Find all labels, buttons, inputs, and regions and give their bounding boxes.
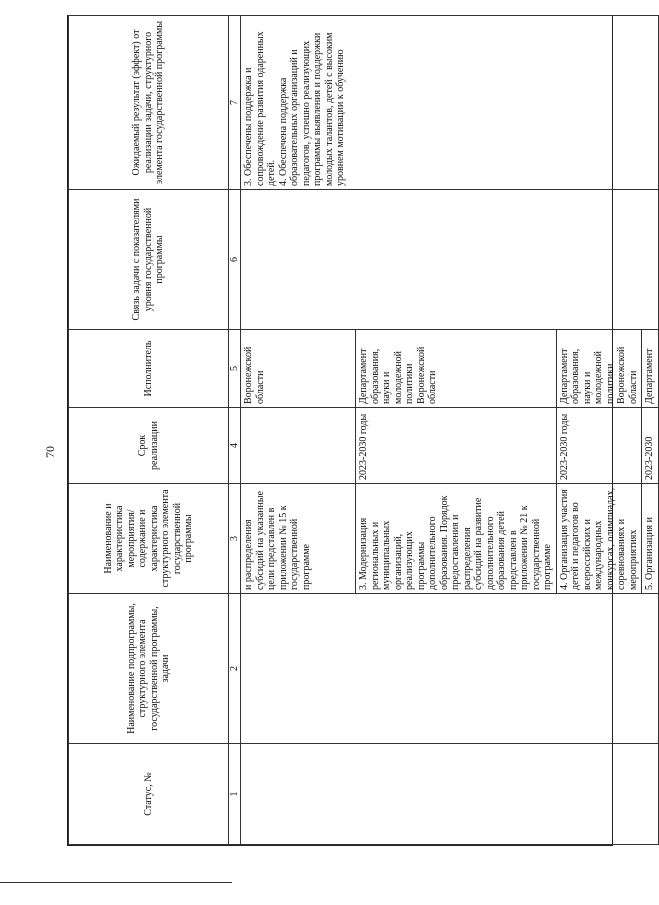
- rotated-table-sheet: [67, 15, 655, 846]
- term-cell: 2023-2030: [642, 408, 659, 484]
- subprogram-cell: [241, 594, 659, 744]
- link-cell: [241, 190, 659, 330]
- column-number: 6: [229, 190, 241, 330]
- measure-cell: 5. Организация и: [642, 484, 659, 594]
- result-cell: 3. Обеспечены поддержка и сопровождение развития одаренных детей. 4. Обеспечена поддержка образовательных организаций и педагогов, успешно реализующих программы выявления и поддержки молодых талантов, детей с высоким уровнем мотивации к обучению: [241, 16, 659, 190]
- header-executor: Исполнитель: [69, 330, 229, 408]
- page-number: 70: [43, 446, 57, 458]
- executor-cell: Департамент образования, науки и молодежной политики Воронежской области: [556, 330, 642, 408]
- status-cell: [241, 744, 659, 845]
- header-status: Статус, №: [69, 744, 229, 845]
- program-table: [68, 15, 659, 845]
- bottom-rule: [0, 882, 232, 883]
- column-number-row: [229, 16, 241, 845]
- header-measure: Наименование и характеристика мероприятия/содержание и характеристика структурного элемента государственной программы: [69, 484, 229, 594]
- measure-cell: 3. Модернизация региональных и муниципальных организаций, реализующих программы дополнительного образования. Порядок предоставления и распределения субсидий на развитие дополнительного образования детей представлен в приложении № 21 к государственной программе: [356, 484, 557, 594]
- column-number: 5: [229, 330, 241, 408]
- term-cell: [241, 408, 356, 484]
- measure-cell: и распределения субсидий на указанные цели представлен в приложении № 15 к государственной программе: [241, 484, 356, 594]
- header-term: Срок реализации: [69, 408, 229, 484]
- column-number: 2: [229, 594, 241, 744]
- executor-cell: Департамент: [642, 330, 659, 408]
- term-cell: 2023-2030 годы: [556, 408, 642, 484]
- header-result: Ожидаемый результат (эффект) от реализации задачи, структурного элемента государственной программы: [69, 16, 229, 190]
- executor-cell: Департамент образования, науки и молодежной политики Воронежской области: [356, 330, 557, 408]
- executor-cell: Воронежской области: [241, 330, 356, 408]
- table-row: [241, 16, 356, 845]
- measure-cell: 4. Организация участия детей и педагогов во всероссийских и международных конкурсах, олимпиадах, соревнованиях и мероприятиях: [556, 484, 642, 594]
- table-rotation-frame: [68, 16, 655, 845]
- column-number: 7: [229, 16, 241, 190]
- header-link: Связь задачи с показателями уровня государственной программы: [69, 190, 229, 330]
- header-row: [69, 16, 229, 845]
- column-number: 3: [229, 484, 241, 594]
- header-subprogram: Наименование подпрограммы, структурного элемента государственной программы, задачи: [69, 594, 229, 744]
- column-number: 1: [229, 744, 241, 845]
- column-number: 4: [229, 408, 241, 484]
- term-cell: 2023-2030 годы: [356, 408, 557, 484]
